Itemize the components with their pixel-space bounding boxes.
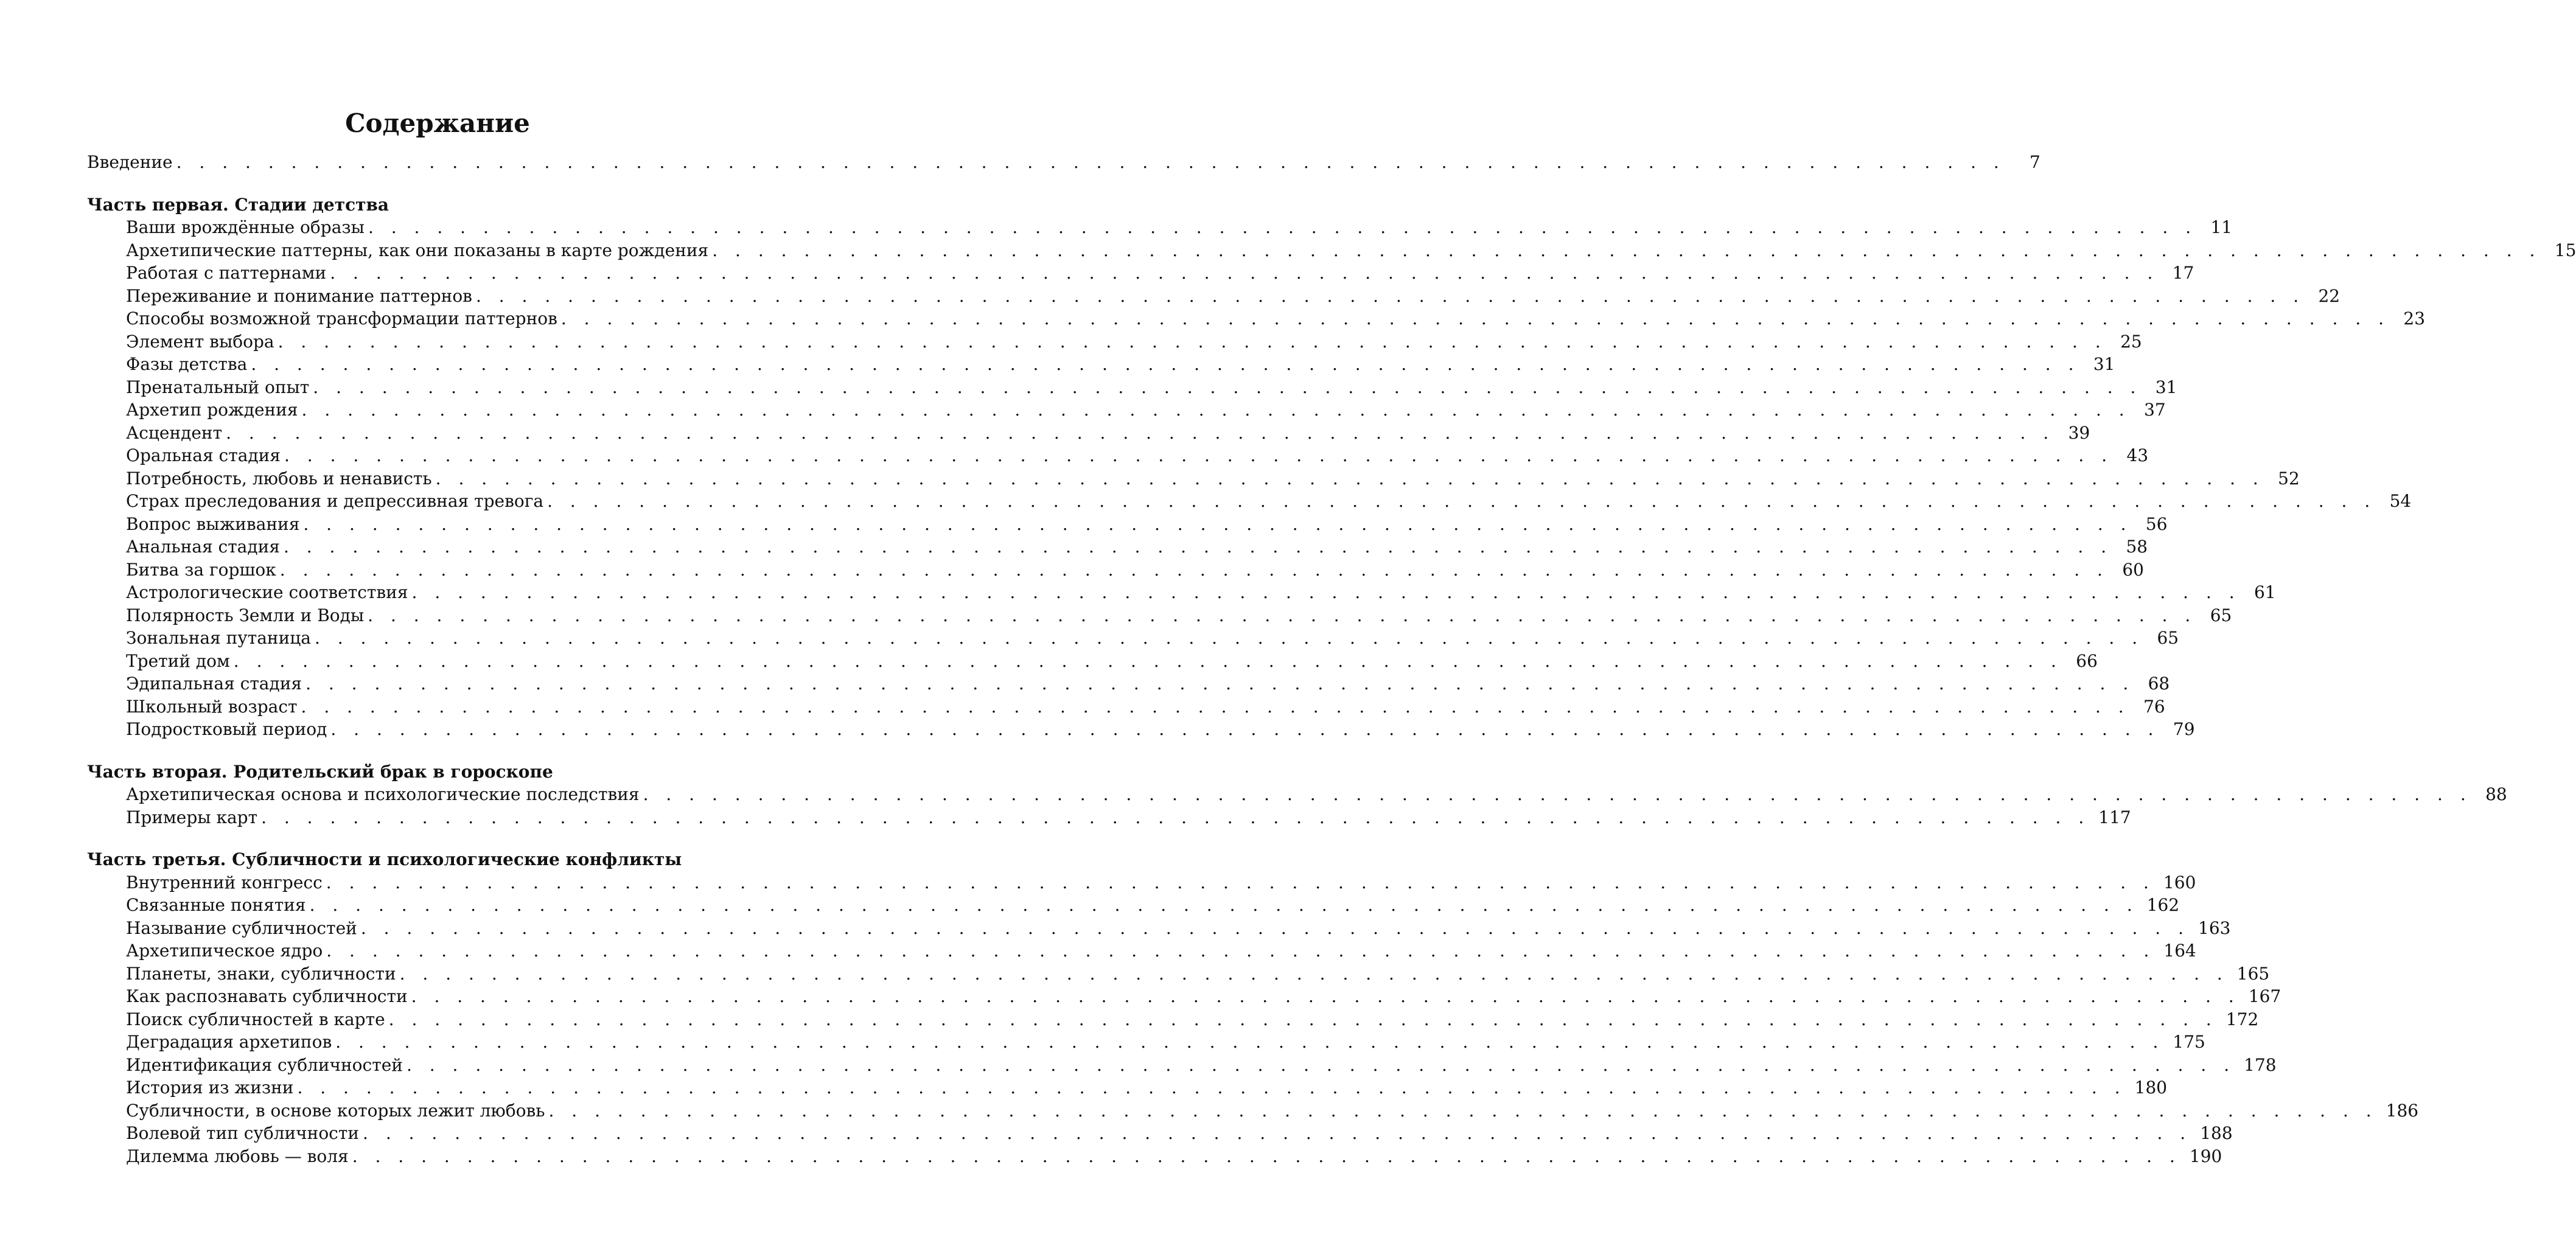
toc-leader-dots: . . . . . . . . . . . . . . . . . . . . . . . . . . . . . . . . . . . . . . . . . . . . . . . . . . . . . . . . . . . . . . . . . . . . . . . . . . . . . . . . (643, 784, 2472, 804)
toc-leader-dots: . . . . . . . . . . . . . . . . . . . . . . . . . . . . . . . . . . . . . . . . . . . . . . . . . . . . . . . . . . . . . . . . . . . . . . . . . . . . . . . . (277, 331, 2107, 352)
toc-parts (87, 174, 2576, 1168)
toc-entry-label: Способы возможной трансформации паттернов (126, 308, 557, 329)
toc-entry (87, 783, 2507, 806)
toc-entry-label: Фазы детства (126, 354, 248, 374)
toc-leader-dots: . . . . . . . . . . . . . . . . . . . . . . . . . . . . . . . . . . . . . . . . . . . . . . . . . . . . . . . . . . . . . . . . . . . . . . . . . . . . . . . . (313, 377, 2142, 397)
toc-entry (87, 422, 2090, 445)
toc-entry (87, 672, 2170, 695)
toc-entry (87, 307, 2426, 330)
toc-leader-dots: . . . . . . . . . . . . . . . . . . . . . . . . . . . . . . . . . . . . . . . . . . . . . . . . . . . . . . . . . . . . . . . . . . . . . . . . . . . . . . . . (352, 1146, 2181, 1166)
toc-entry (87, 513, 2168, 536)
toc-entry-page: 22 (2318, 285, 2340, 306)
part-heading: Часть вторая. Родительский брак в гороскопе (87, 761, 553, 782)
toc-entry (87, 262, 2194, 285)
toc-leader-dots: . . . . . . . . . . . . . . . . . . . . . . . . . . . . . . . . . . . . . . . . . . . . . . . . . . . . . . . . . . . . . . . . . . . . . . . . . . . . . . . . (411, 986, 2240, 1006)
toc-entry-label: Связанные понятия (126, 895, 306, 915)
toc-entry-page: 175 (2173, 1032, 2205, 1052)
toc-entry-page: 117 (2098, 807, 2131, 827)
toc-leader-dots: . . . . . . . . . . . . . . . . . . . . . . . . . . . . . . . . . . . . . . . . . . . . . . . . . . . . . . . . . . . . . . . . . . . . . . . . . . . . . . . . (548, 1100, 2378, 1121)
toc-entry (87, 581, 2276, 604)
toc-entry (87, 718, 2195, 741)
toc-entry-label: Третий дом (126, 650, 230, 671)
toc-leader-dots: . . . . . . . . . . . . . . . . . . . . . . . . . . . . . . . . . . . . . . . . . . . . . . . . . . . . . . . . . . . . . . . . . . . . . . . . . . . . . . . . (363, 1123, 2192, 1143)
toc-entry-label: Битва за горшок (126, 559, 276, 580)
toc-entry-page: 186 (2386, 1100, 2419, 1121)
toc-leader-dots: . . . . . . . . . . . . . . . . . . . . . . . . . . . . . . . . . . . . . . . . . . . . . . . . . . . . . . . . . . . . . . . . . . . . . . . . . . . . . . . . (411, 582, 2241, 602)
toc-entry-label: Внутренний конгресс (126, 872, 323, 893)
toc-leader-dots: . . . . . . . . . . . . . . . . . . . . . . . . . . . . . . . . . . . . . . . . . . . . . . . . . . . . . . . . . . . . . . . . . . . . . . . . . . . . . . . . (297, 1077, 2126, 1098)
toc-entry-page: 11 (2210, 217, 2233, 237)
toc-entry-label: Идентификация субличностей (126, 1054, 403, 1075)
toc-entry (87, 444, 2149, 467)
toc-leader-dots: . . . . . . . . . . . . . . . . . . . . . . . . . . . . . . . . . . . . . . . . . . . . . . . . . . . . . . . . . . . . . . . . . . . . . . . . . . . . . . . . (547, 491, 2376, 511)
toc-entry-page: 54 (2389, 491, 2412, 511)
toc-leader-dots: . . . . . . . . . . . . . . . . . . . . . . . . . . . . . . . . . . . . . . . . . . . . . . . . . . . . . . . . . . . . . . . . . . . . . . . . . . . . . . . . (330, 719, 2160, 739)
toc-entry-page: 66 (2076, 650, 2098, 671)
toc-entry-page: 15 (2554, 240, 2576, 260)
toc-entry (87, 1145, 2222, 1168)
toc-entry-label: Архетипические паттерны, как они показаны в карте рождения (126, 240, 709, 260)
toc-entry-label: Оральная стадия (126, 445, 281, 465)
part-heading: Часть третья. Субличности и психологические конфликты (87, 849, 682, 869)
toc-entry-label: Анальная стадия (126, 537, 280, 557)
toc-entry (87, 962, 2270, 986)
toc-entry-label: Ваши врождённые образы (126, 217, 365, 237)
toc-entry-page: 165 (2236, 963, 2270, 984)
toc-leader-dots: . . . . . . . . . . . . . . . . . . . . . . . . . . . . . . . . . . . . . . . . . . . . . . . . . . . . . . . . . . . . . . . . . . . . . . . . . . . . . . . . (399, 963, 2229, 984)
toc-entry-label: Дилемма любовь — воля (126, 1146, 349, 1166)
toc-entry (87, 1122, 2233, 1145)
toc-leader-dots: . . . . . . . . . . . . . . . . . . . . . . . . . . . . . . . . . . . . . . . . . . . . . . . . . . . . . . . . . . . . . . . . . . . . . . . . . . . . . . . . (368, 217, 2197, 237)
toc-entry-label: Архетипическое ядро (126, 941, 323, 961)
toc-entry (87, 1076, 2168, 1099)
toc-leader-dots: . . . . . . . . . . . . . . . . . . . . . . . . . . . . . . . . . . . . . . . . . . . . . . . . . . . . . . . . . . . . . . . . . . . . . . . . . . . . . . . . (305, 673, 2135, 694)
toc-entry (87, 1031, 2205, 1054)
toc-entry-label: Пренатальный опыт (126, 377, 310, 397)
toc-entry-label: Страх преследования и депрессивная тревога (126, 491, 544, 511)
toc-entry (87, 1099, 2419, 1122)
toc-leader-dots: . . . . . . . . . . . . . . . . . . . . . . . . . . . . . . . . . . . . . . . . . . . . . . . . . . . . . . . . . . . . . . . . . . . . . . . . . . . . . . . . (301, 696, 2130, 717)
toc-entry-page: 180 (2134, 1077, 2168, 1098)
toc-entry (87, 330, 2142, 353)
toc-entry (87, 490, 2412, 513)
toc-entry-label: Зональная путаница (126, 628, 311, 648)
toc-entry-page: 172 (2225, 1009, 2259, 1029)
toc-entry-page: 25 (2120, 331, 2142, 352)
toc-entry-page: 178 (2244, 1054, 2277, 1075)
toc-entry-page: 188 (2200, 1123, 2233, 1143)
toc-entry-label: Архетип рождения (126, 400, 298, 420)
toc-entry-label: Примеры карт (126, 807, 258, 827)
toc-entry-label: Называние субличностей (126, 917, 357, 938)
toc-entry (87, 353, 2115, 376)
toc-entry-label: Работая с паттернами (126, 263, 327, 283)
toc-entry-page: 31 (2155, 377, 2177, 397)
toc-entry (87, 399, 2166, 422)
toc-entry-label: Переживание и понимание паттернов (126, 285, 472, 306)
toc-entry (87, 1008, 2259, 1031)
toc-entry-label: Потребность, любовь и ненависть (126, 468, 432, 489)
toc-entry (87, 917, 2231, 940)
toc-entry-label: Астрологические соответствия (126, 582, 408, 602)
toc-leader-dots: . . . . . . . . . . . . . . . . . . . . . . . . . . . . . . . . . . . . . . . . . . . . . . . . . . . . . . . . . . . . . . . . . . . . . . . . . . . . . . . . (283, 537, 2113, 557)
toc-entry (87, 535, 2148, 559)
toc-entry-label: Деградация архетипов (126, 1032, 332, 1052)
toc-leader-dots: . . . . . . . . . . . . . . . . . . . . . . . . . . . . . . . . . . . . . . . . . . . . . . . . . . . . . . . . . . . . . . . . . . . . . . . . . . . . . . . . (279, 559, 2109, 580)
toc-leader-dots: . . . . . . . . . . . . . . . . . . . . . . . . . . . . . . . . . . . . . . . . . . . . . . . . . . . . . . . . . . . . . . . . . . . . . . . . . . . . . . . . (330, 263, 2159, 283)
section-gap (87, 741, 790, 760)
toc-entry-page: 56 (2145, 513, 2168, 534)
toc-leader-dots: . . . . . . . . . . . . . . . . . . . . . . . . . . . . . . . . . . . . . . . . . . . . . . . . . . . . . . . . . . . . . . . . . . . . . . . . . . . . . . . . (388, 1009, 2218, 1029)
toc-entry (87, 376, 2177, 399)
toc-leader-dots: . . . . . . . . . . . . . . . . . . . . . . . . . . . . . . . . . . . . . . . . . . . . . . . . . . . . . . . . . . . . . . . . . . . . . . . . . . . . . . . . (301, 400, 2131, 420)
toc-leader-dots: . . . . . . . . . . . . . . . . . . . . . . . . . . . . . . . . . . . . . . . . . . . . . . . . . . . . . . . . . . . . . . . . . . . . . . . . . . . . . . . . (475, 285, 2305, 306)
toc-leader-dots: . . . . . . . . . . . . . . . . . . . . . . . . . . . . . . . . . . . . . . . . . . . . . . . . . . . . . . . . . . . . . . . . . . . . . . . . . . . . . . . . (233, 650, 2062, 671)
toc-entry-page: 162 (2146, 895, 2180, 915)
toc-leader-dots: . . . . . . . . . . . . . . . . . . . . . . . . . . . . . . . . . . . . . . . . . . . . . . . . . . . . . . . . . . . . . . . . . . . . . . . . . . . . . . . . (560, 308, 2390, 329)
table-of-contents (87, 151, 2576, 1168)
part-heading: Часть первая. Стадии детства (87, 194, 389, 215)
toc-entry-label: Школьный возраст (126, 696, 298, 717)
toc-entry (87, 559, 2144, 582)
toc-entry-page: 23 (2403, 308, 2426, 329)
toc-leader-dots: . . . . . . . . . . . . . . . . . . . . . . . . . . . . . . . . . . . . . . . . . . . . . . . . . . . . . . . . . . . . . . . . . . . . . . . . . . . . . . . . (406, 1054, 2236, 1075)
toc-leader-dots: . . . . . . . . . . . . . . . . . . . . . . . . . . . . . . . . . . . . . . . . . . . . . . . . . . . . . . . . . . . . . . . . . . . . . . . . . . . . . . . . (435, 468, 2264, 489)
toc-entry-page: 7 (2029, 152, 2040, 172)
toc-entry-label: Архетипическая основа и психологические последствия (126, 784, 640, 804)
toc-entry (87, 695, 2165, 719)
toc-entry-page: 190 (2189, 1146, 2222, 1166)
toc-leader-dots: . . . . . . . . . . . . . . . . . . . . . . . . . . . . . . . . . . . . . . . . . . . . . . . . . . . . . . . . . . . . . . . . . . . . . . . . . . . . . . . . (335, 1032, 2165, 1052)
toc-entry (87, 285, 2340, 308)
toc-entry-page: 58 (2126, 537, 2148, 557)
toc-entry-label: Вопрос выживания (126, 513, 300, 534)
toc-leader-dots: . . . . . . . . . . . . . . . . . . . . . . . . . . . . . . . . . . . . . . . . . . . . . . . . . . . . . . . . . . . . . . . . . . . . . . . . . . . . . . . . (326, 872, 2155, 893)
toc-entry-page: 65 (2157, 628, 2179, 648)
toc-entry (87, 650, 2098, 673)
toc-entry (87, 467, 2300, 490)
section-gap (87, 829, 790, 848)
toc-leader-dots: . . . . . . . . . . . . . . . . . . . . . . . . . . . . . . . . . . . . . . . . . . . . . . . . . . . . . . . . . . . . . . . . . . . . . . . . . . . . . . . . (314, 628, 2144, 648)
toc-entry (87, 894, 2180, 917)
toc-entry-page: 65 (2210, 605, 2232, 625)
section-gap (87, 174, 790, 193)
toc-entry-page: 76 (2143, 696, 2165, 717)
toc-leader-dots: . . . . . . . . . . . . . . . . . . . . . . . . . . . . . . . . . . . . . . . . . . . . . . . . . . . . . . . . . . . . . . . . . . . . . . . . . . . . . . . . (360, 917, 2190, 938)
toc-entry-label: Как распознавать субличности (126, 986, 408, 1006)
toc-leader-dots: . . . . . . . . . . . . . . . . . . . . . . . . . . . . . . . . . . . . . . . . . . . . . . . . . . . . . . . . . . . . . . . . . . . . . . . . . . . . . . . . (251, 354, 2080, 374)
toc-entry-page: 37 (2144, 400, 2166, 420)
toc-leader-dots: . . . . . . . . . . . . . . . . . . . . . . . . . . . . . . . . . . . . . . . . . . . . . . . . . . . . . . . . . . . . . . . . . . . . . . . . . . . . . . . . (303, 513, 2132, 534)
toc-entry-page: 167 (2248, 986, 2281, 1006)
toc-entry-label: Подростковый период (126, 719, 327, 739)
page-title: Содержание (345, 108, 530, 138)
toc-entry-page: 61 (2254, 582, 2276, 602)
toc-entry-label: Эдипальная стадия (126, 673, 302, 694)
toc-entry-page: 164 (2163, 941, 2196, 961)
toc-entry-page: 52 (2278, 468, 2300, 489)
toc-leader-dots: . . . . . . . . . . . . . . . . . . . . . . . . . . . . . . . . . . . . . . . . . . . . . . . . . . . . . . . . . . . . . . . . . . . . . . . . . . . . . . . . (326, 941, 2155, 961)
toc-entry-label: История из жизни (126, 1077, 294, 1098)
toc-entry (87, 239, 2576, 262)
toc-leader-dots: . . . . . . . . . . . . . . . . . . . . . . . . . . . . . . . . . . . . . . . . . . . . . . . . . . . . . . . . . . . . . . . . . . . . . . . . . . . . . . . . (284, 445, 2114, 465)
toc-entry-page: 68 (2148, 673, 2170, 694)
toc-entry-label: Планеты, знаки, субличности (126, 963, 396, 984)
toc-entry (87, 939, 2196, 962)
toc-leader-dots: . . . . . . . . . . . . . . . . . . . . . . . . . . . . . . . . . . . . . . . . . . . . . . . . . . . . . . . . . . . . . . . . . . . . . . . . . . . . . . . . (176, 152, 2005, 172)
toc-entry-label: Субличности, в основе которых лежит любовь (126, 1100, 545, 1121)
toc-entry (87, 604, 2232, 627)
toc-leader-dots: . . . . . . . . . . . . . . . . . . . . . . . . . . . . . . . . . . . . . . . . . . . . . . . . . . . . . . . . . . . . . . . . . . . . . . . . . . . . . . . . (261, 807, 2090, 827)
toc-entry-page: 60 (2122, 559, 2144, 580)
toc-entry (87, 806, 2131, 829)
toc-entry-intro (87, 151, 2040, 174)
toc-entry-label: Асцендент (126, 422, 223, 443)
toc-entry (87, 871, 2196, 894)
toc-entry-page: 88 (2485, 784, 2507, 804)
toc-entry-label: Полярность Земли и Воды (126, 605, 365, 625)
toc-leader-dots: . . . . . . . . . . . . . . . . . . . . . . . . . . . . . . . . . . . . . . . . . . . . . . . . . . . . . . . . . . . . . . . . . . . . . . . . . . . . . . . . (368, 605, 2197, 625)
toc-entry-label: Введение (87, 152, 173, 172)
toc-entry-label: Волевой тип субличности (126, 1123, 360, 1143)
toc-leader-dots: . . . . . . . . . . . . . . . . . . . . . . . . . . . . . . . . . . . . . . . . . . . . . . . . . . . . . . . . . . . . . . . . . . . . . . . . . . . . . . . . (309, 895, 2138, 915)
toc-entry (87, 216, 2233, 239)
toc-entry (87, 627, 2179, 650)
toc-entry-page: 79 (2173, 719, 2195, 739)
toc-leader-dots: . . . . . . . . . . . . . . . . . . . . . . . . . . . . . . . . . . . . . . . . . . . . . . . . . . . . . . . . . . . . . . . . . . . . . . . . . . . . . . . . (226, 422, 2055, 443)
toc-entry-page: 163 (2198, 917, 2231, 938)
toc-entry-page: 160 (2163, 872, 2196, 893)
toc-entry-page: 39 (2068, 422, 2090, 443)
toc-entry (87, 985, 2281, 1008)
toc-entry-page: 31 (2093, 354, 2115, 374)
toc-leader-dots: . . . . . . . . . . . . . . . . . . . . . . . . . . . . . . . . . . . . . . . . . . . . . . . . . . . . . . . . . . . . . . . . . . . . . . . . . . . . . . . . (712, 240, 2541, 260)
toc-entry-page: 43 (2126, 445, 2149, 465)
toc-entry-label: Поиск субличностей в карте (126, 1009, 385, 1029)
toc-entry-label: Элемент выбора (126, 331, 274, 352)
toc-entry (87, 1054, 2277, 1077)
toc-entry-page: 17 (2172, 263, 2194, 283)
